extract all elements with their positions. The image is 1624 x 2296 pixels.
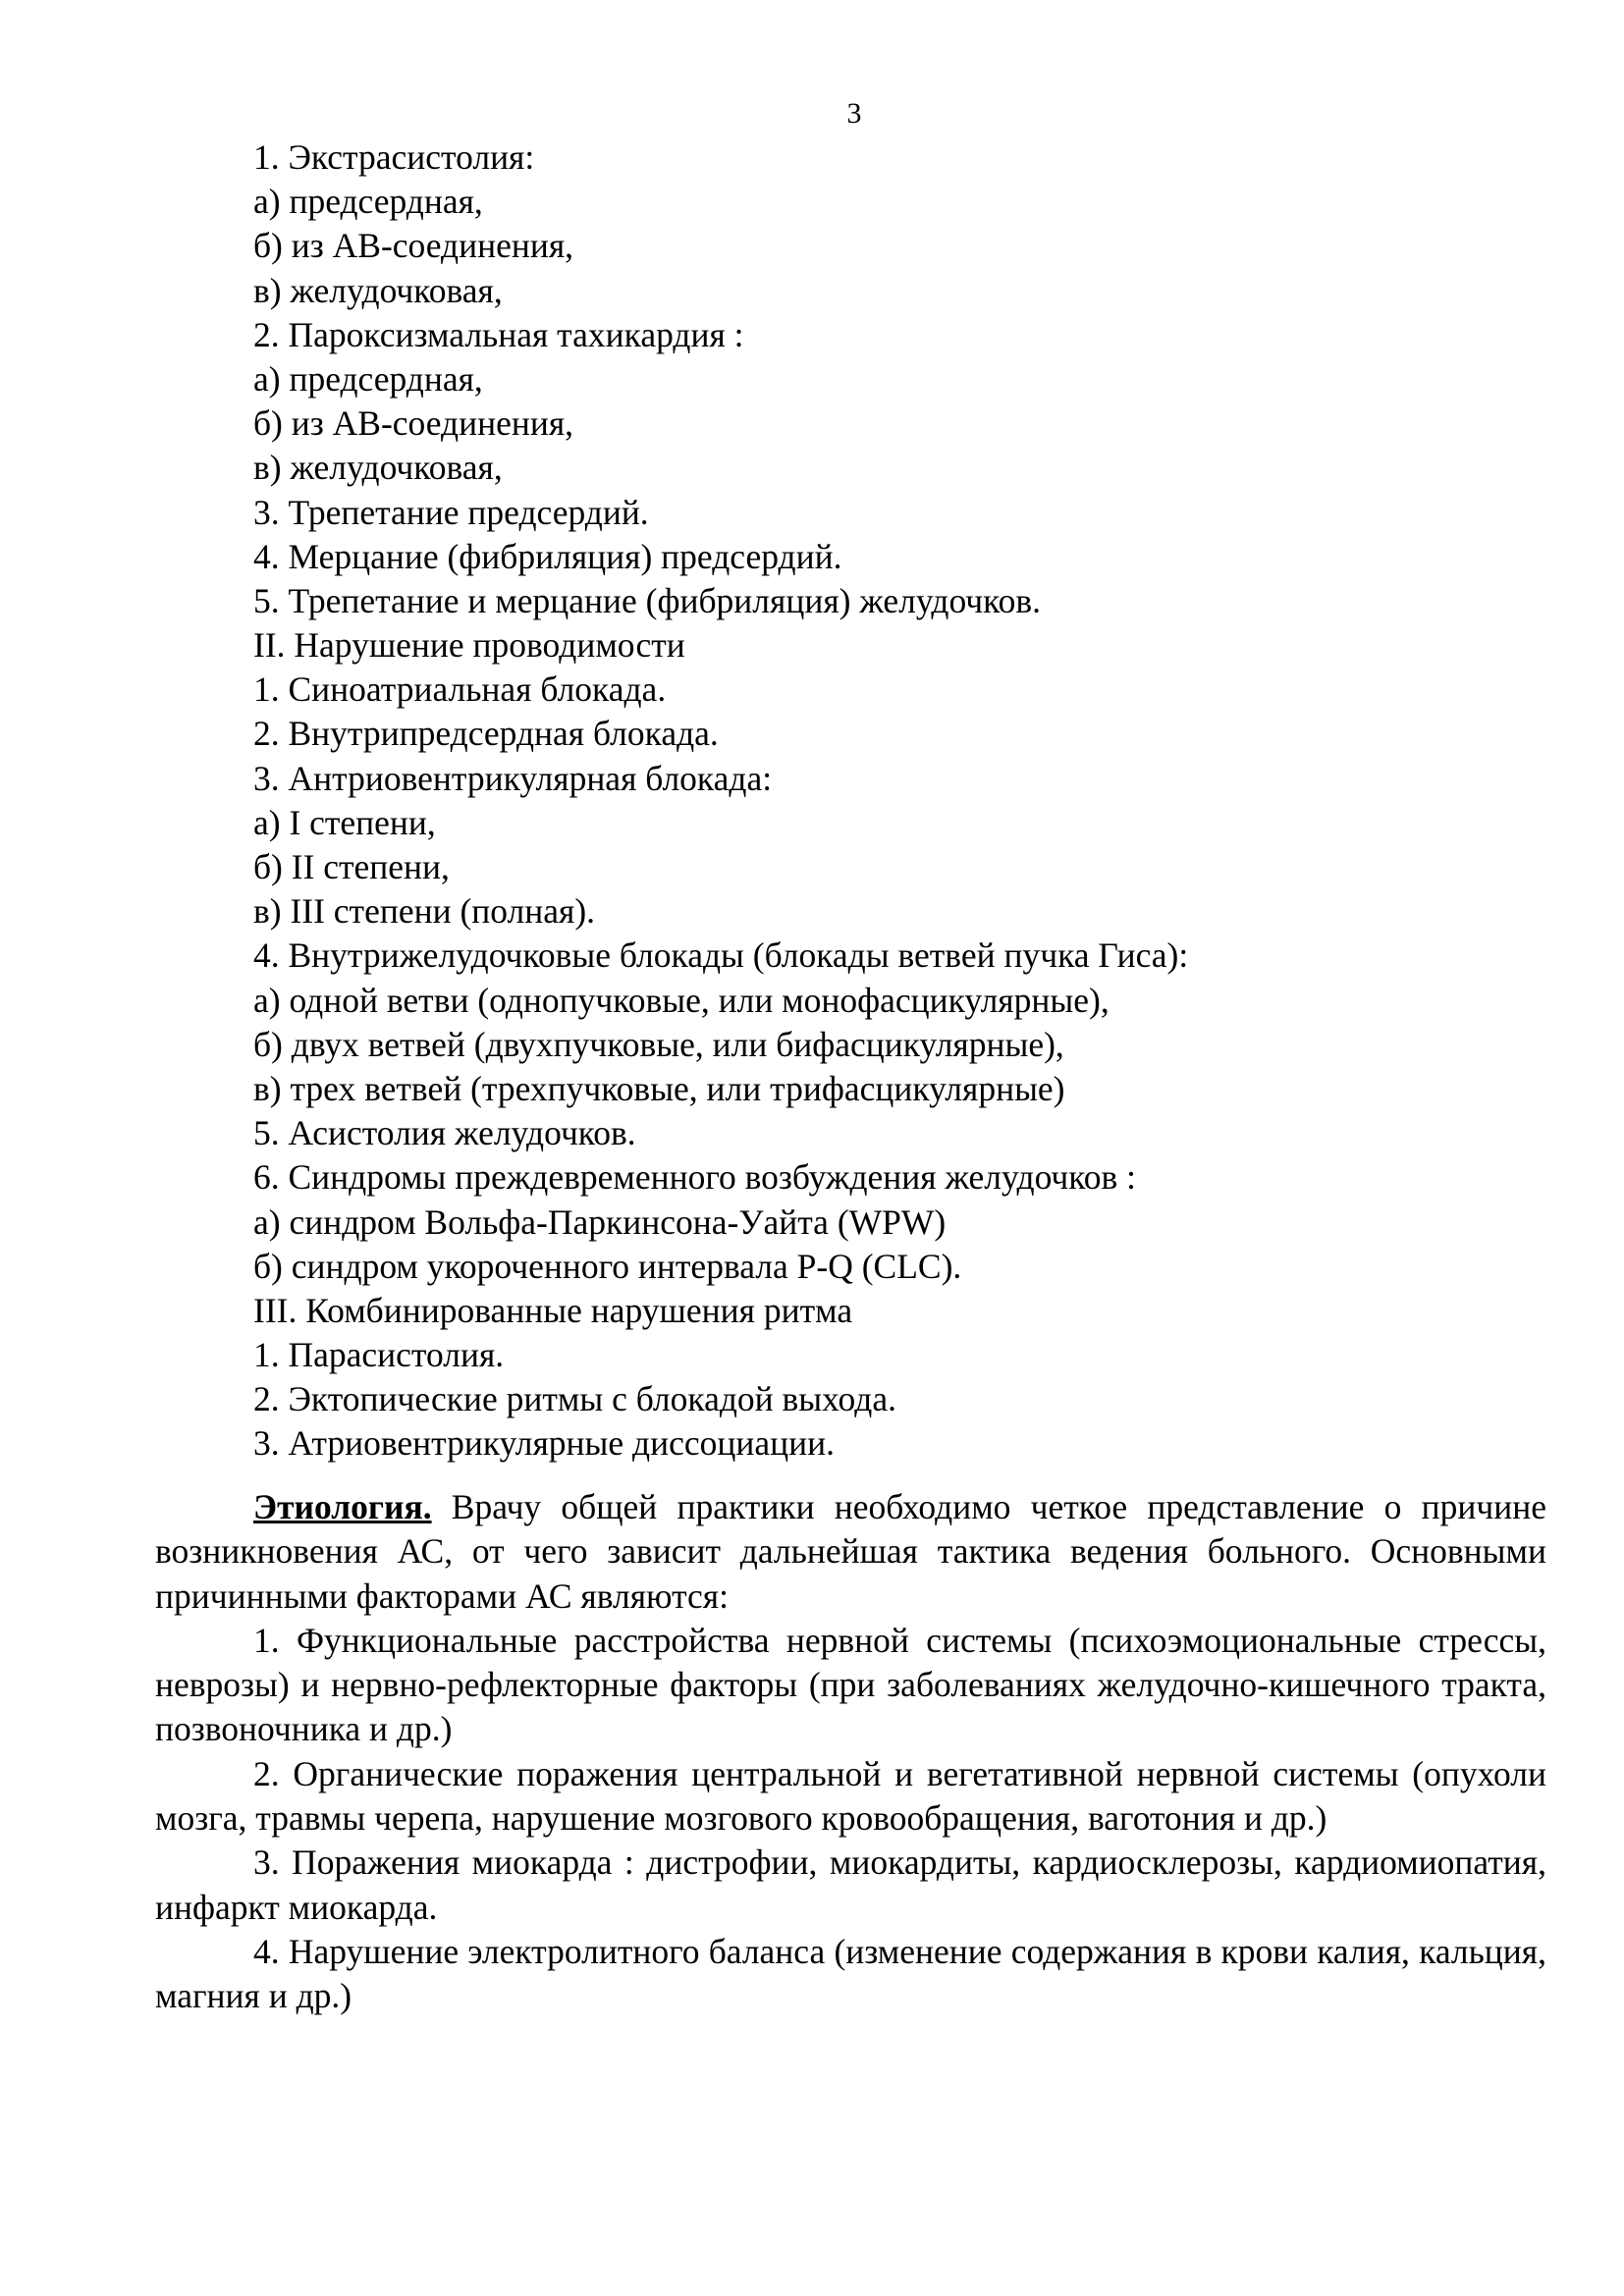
list-item: 2. Внутрипредсердная блокада. [253,714,719,754]
list-item: 4. Внутрижелудочковые блокады (блокады ветвей пучка Гиса): [253,935,1189,976]
list-item: б) из АВ-соединения, [253,403,574,444]
etiology-heading: Этиология. [253,1487,432,1526]
list-item: 2. Эктопические ритмы с блокадой выхода. [253,1379,896,1419]
etiology-section [155,1485,1546,2019]
list-item: б) из АВ-соединения, [253,226,574,266]
list-item: 4. Мерцание (фибриляция) предсердий. [253,536,842,576]
etiology-intro-paragraph [155,1485,1546,1619]
list-item: в) желудочковая, [253,448,503,488]
list-item: а) предсердная, [253,182,483,222]
list-item: в) трех ветвей (трехпучковые, или трифасцикулярные) [253,1068,1065,1108]
list-item: 1. Парасистолия. [253,1335,505,1375]
list-item: б) II степени, [253,847,450,886]
list-item: а) синдром Вольфа-Паркинсона-Уайта (WPW) [253,1201,947,1242]
section-heading: II. Нарушение проводимости [253,625,685,666]
list-item: 6. Синдромы преждевременного возбуждения желудочков : [253,1157,1136,1198]
arrhythmia-classification-list [253,135,1549,1467]
list-item: 3. Трепетание предсердий. [253,492,649,532]
list-item: 2. Пароксизмальная тахикардия : [253,314,744,354]
list-item: в) желудочковая, [253,270,503,310]
page-number: 3 [846,97,862,130]
etiology-item: 3. Поражения миокарда : дистрофии, миокардиты, кардиосклерозы, кардиомиопатия, инфаркт миокарда. [155,1842,1546,1927]
section-heading: III. Комбинированные нарушения ритма [253,1290,853,1330]
list-item: 3. Атриовентрикулярные диссоциации. [253,1423,835,1464]
list-item: 1. Синоатриальная блокада. [253,669,667,710]
etiology-intro-text: Врачу общей практики необходимо четкое представление о причине возникновения АС, от чего зависит дальнейшая тактика ведения больного. Основными причинными факторами АС являются: [155,1487,1546,1616]
etiology-item: 2. Органические поражения центральной и вегетативной нервной системы (опухоли мозга, травмы черепа, нарушение мозгового кровообращения, ваготония и др.) [155,1753,1546,1839]
list-item: а) предсердная, [253,358,483,399]
list-item: 5. Асистолия желудочков. [253,1113,636,1153]
list-item: 5. Трепетание и мерцание (фибриляция) желудочков. [253,580,1041,620]
etiology-item: 4. Нарушение электролитного баланса (изменение содержания в крови калия, кальция, магния и др.) [155,1931,1546,2016]
list-item: а) I степени, [253,802,436,842]
list-item: б) синдром укороченного интервала P-Q (CLC). [253,1246,962,1286]
list-item: в) III степени (полная). [253,891,596,932]
etiology-item: 1. Функциональные расстройства нервной системы (психоэмоциональные стрессы, неврозы) и нервно-рефлекторные факторы (при заболеваниях желудочно-кишечного тракта, позвоночника и др.) [155,1620,1546,1749]
list-item: б) двух ветвей (двухпучковые, или бифасцикулярные), [253,1024,1064,1064]
list-item: 3. Антриовентрикулярная блокада: [253,758,773,798]
list-item: а) одной ветви (однопучковые, или монофасцикулярные), [253,980,1110,1020]
list-item: 1. Экстрасистолия: [253,137,535,177]
